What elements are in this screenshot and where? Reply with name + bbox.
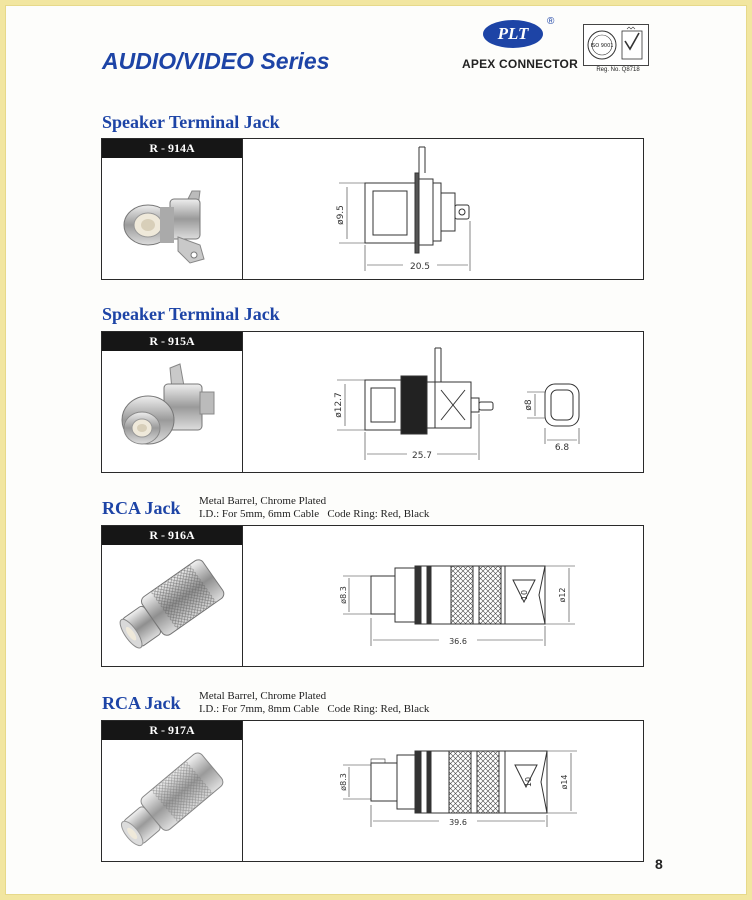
product-photo-cell: [102, 526, 243, 666]
product-panel-r914a: [101, 138, 644, 280]
product-photo-cell: [102, 139, 243, 279]
series-title: AUDIO/VIDEO Series: [102, 48, 330, 74]
description-line: I.D.: For 7mm, 8mm Cable Code Ring: Red, Black: [199, 703, 430, 715]
description-line: Metal Barrel, Chrome Plated: [199, 495, 327, 507]
dimension-label: ø14: [560, 774, 569, 790]
certification-badge: [583, 24, 649, 66]
dimension-label: ø8: [524, 399, 534, 411]
section-title: RCA Jack: [102, 498, 181, 518]
cert-reg-number: Reg. No. Q8718: [596, 67, 640, 73]
rca-jack-photo-icon: [108, 550, 236, 660]
section-description: [199, 690, 429, 716]
iso-seal-icon: [584, 25, 648, 65]
dimension-label: ø12: [558, 587, 567, 603]
section-title: Speaker Terminal Jack: [102, 112, 280, 132]
iso-certification: [583, 24, 653, 80]
plt-logo-icon: PLT: [483, 20, 543, 48]
section-description: [199, 495, 429, 521]
section-title: RCA Jack: [102, 693, 181, 713]
technical-drawing-r915a: [243, 332, 643, 472]
speaker-jack-photo-icon: [108, 356, 236, 466]
dimension-label: 36.6: [449, 637, 467, 646]
product-photo-cell: [102, 721, 243, 861]
product-photo-cell: [102, 332, 243, 472]
dimension-label: 25.7: [411, 451, 433, 461]
part-code: R - 914A: [102, 139, 242, 158]
part-code: R - 917A: [102, 721, 242, 740]
technical-drawing-r916a: [243, 526, 643, 666]
dimension-label: 10: [520, 589, 529, 601]
technical-drawing-r914a: [243, 139, 643, 279]
part-code: R - 915A: [102, 332, 242, 351]
dimension-label: 6.8: [554, 443, 570, 453]
part-code: R - 916A: [102, 526, 242, 545]
dimension-label: 39.6: [449, 818, 467, 827]
product-panel-r916a: [101, 525, 644, 667]
dimension-label: ø8.3: [339, 586, 348, 604]
description-line: I.D.: For 5mm, 6mm Cable Code Ring: Red, Black: [199, 508, 430, 520]
dimension-label: 10: [524, 776, 533, 788]
description-line: Metal Barrel, Chrome Plated: [199, 690, 327, 702]
dimension-label: ø12.7: [334, 392, 344, 418]
product-panel-r917a: [101, 720, 644, 862]
brand-logo: [455, 18, 583, 78]
product-panel-r915a: [101, 331, 644, 473]
page-number: 8: [655, 856, 663, 872]
speaker-jack-photo-icon: [108, 163, 236, 273]
company-name: APEX CONNECTOR: [462, 57, 578, 71]
rca-jack-photo-icon: [108, 745, 236, 855]
registered-mark: ®: [547, 16, 555, 27]
dimension-label: ø8.3: [339, 773, 348, 791]
technical-drawing-r917a: [243, 721, 643, 861]
dimension-label: ø9.5: [336, 205, 346, 225]
dimension-label: 20.5: [409, 262, 431, 272]
iso-seal-text: ISO 9001: [590, 43, 614, 49]
section-title: Speaker Terminal Jack: [102, 304, 280, 324]
